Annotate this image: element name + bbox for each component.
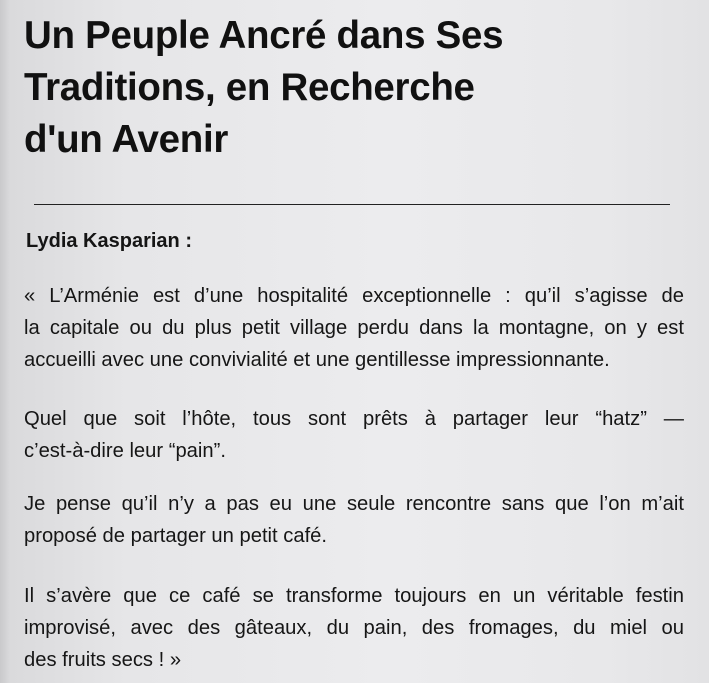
quote-line: « L’Arménie est d’une hospitalité exceptionnelle : qu’il s’agisse de [24,285,684,307]
title-divider [34,204,670,205]
title-line-2: Traditions, en Recherche [24,66,475,109]
wall-edge-shadow [0,0,10,683]
quote-line: des fruits secs ! » [24,649,182,671]
quote-line: proposé de partager un petit café. [24,525,328,547]
quote-line: Quel que soit l’hôte, tous sont prêts à partager leur “hatz” — [24,408,684,430]
quote-paragraph-3 [24,488,684,552]
quote-line: improvisé, avec des gâteaux, du pain, des fromages, du miel ou [24,617,684,639]
quote-line: la capitale ou du plus petit village perdu dans la montagne, on y est [24,317,684,339]
quote-paragraph-4 [24,580,684,676]
quote-paragraph-2 [24,403,684,467]
title-line-1: Un Peuple Ancré dans Ses [24,14,504,57]
panel-title [24,10,696,166]
quote-line: accueilli avec une convivialité et une gentillesse impressionnante. [24,349,610,371]
quote-line: Je pense qu’il n’y a pas eu une seule rencontre sans que l’on m’ait [24,493,684,515]
exhibit-text-panel [24,10,696,671]
quote-line: Il s’avère que ce café se transforme toujours en un véritable festin [24,585,684,607]
quote-line: c’est-à-dire leur “pain”. [24,440,226,462]
title-line-3: d'un Avenir [24,118,229,161]
quote-paragraph-1 [24,280,684,376]
author-name: Lydia Kasparian : [26,230,192,252]
